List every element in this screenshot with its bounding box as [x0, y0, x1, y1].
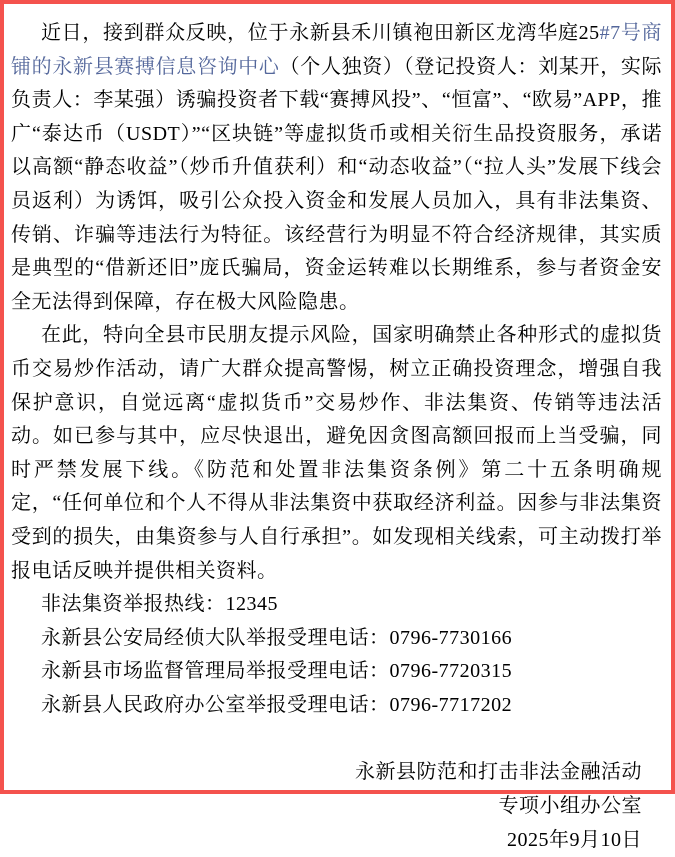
hotline-line-general: 非法集资举报热线：12345 [41, 593, 278, 616]
intro-text-before: 近日，接到群众反映，位于永新县禾川镇袍田新区龙湾华庭25 [41, 22, 600, 44]
hotline-line-police: 永新县公安局经侦大队举报受理电话：0796-7730166 [41, 626, 513, 649]
signature-block [11, 756, 662, 857]
shop-name-link[interactable]: #7号商铺的永新县赛搏信息咨询中心 [11, 22, 663, 78]
hotline-line-government-office: 永新县人民政府办公室举报受理电话：0796-7717202 [41, 693, 513, 716]
hotline-line-market-regulation: 永新县市场监督管理局举报受理电话：0796-7720315 [41, 660, 513, 683]
risk-warning-paragraph: 在此，特向全县市民朋友提示风险，国家明确禁止各种形式的虚拟货币交易炒作活动，请广大群众提高警惕，树立正确投资理念，增强自我保护意识，自觉远离“虚拟货币”交易炒作、非法集资、传销等违法活动。如已参与其中，应尽快退出，避免因贪图高额回报而上当受骗，同时严禁发展下线。《防范和处置非法集资条例》第二十五条明确规定，“任何单位和个人不得从非法集资中获取经济利益。因参与非法集资受到的损失，由集资参与人自行承担”。如发现相关线索，可主动拨打举报电话反映并提供相关资料。 [11, 324, 662, 582]
signature-line-1: 永新县防范和打击非法金融活动 [355, 761, 642, 784]
intro-text-after: （个人独资）（登记投资人：刘某开，实际负责人：李某强）诱骗投资者下载“赛搏风投”、“恒富”、“欧易”APP，推广“泰达币（USDT）”“区块链”等虚拟货币或相关衍生品投资服务，承诺以高额“静态收益”（炒币升值获利）和“动态收益”（“拉人头”发展下线会员返利）为诱饵，吸引公众投入资金和发展人员加入，具有非法集资、传销、诈骗等违法行为特征。该经营行为明显不符合经济规律，其实质是典型的“借新还旧”庞氏骗局，资金运转难以长期维系，参与者资金安全无法得到保障，存在极大风险隐患。 [11, 55, 663, 313]
intro-paragraph [11, 17, 662, 319]
signature-date: 2025年9月10日 [507, 828, 642, 851]
signature-line-2: 专项小组办公室 [498, 795, 642, 818]
